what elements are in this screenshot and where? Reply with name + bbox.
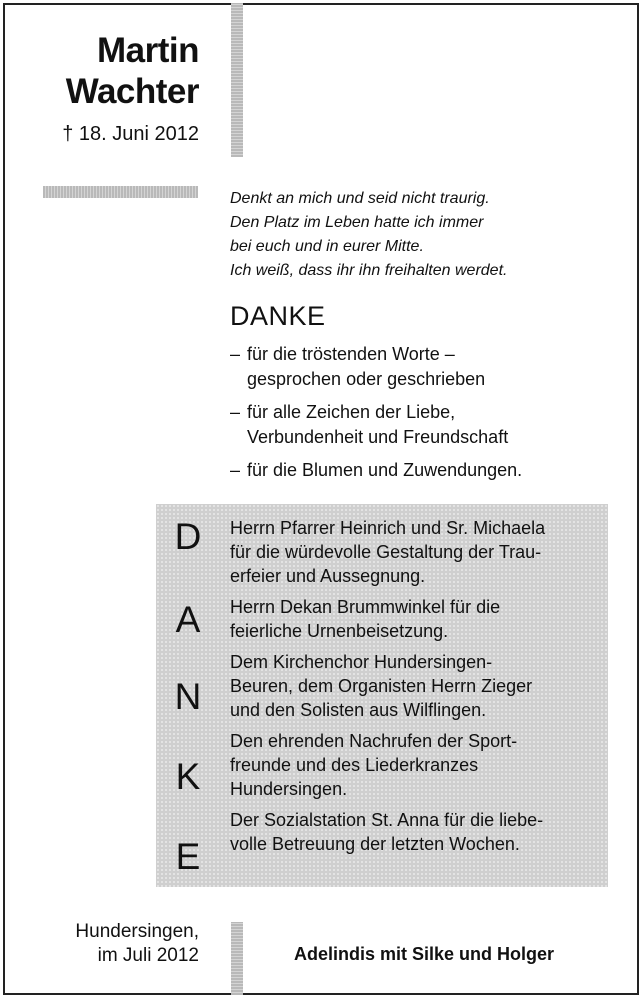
ack-line: und den Solisten aus Wilflingen. — [230, 700, 487, 720]
dash-marker: – — [230, 460, 241, 480]
ack-line: Beuren, dem Organisten Herrn Zieger — [230, 676, 533, 696]
ack-line: Herrn Dekan Brummwinkel für die — [230, 597, 501, 617]
ack-line: Hundersingen. — [230, 779, 348, 799]
acknowledgement-item — [230, 729, 545, 801]
acknowledgement-item — [230, 650, 545, 722]
acknowledgement-item — [230, 516, 545, 588]
dash-marker: – — [230, 344, 241, 364]
poem-line: Ich weiß, dass ihr ihn freihalten werdet. — [230, 262, 508, 279]
thanks-item-text — [247, 400, 508, 450]
poem-line: bei euch und in eurer Mitte. — [230, 238, 424, 255]
horizontal-divider — [43, 186, 198, 198]
thanks-item — [230, 458, 522, 483]
ack-line: Der Sozialstation St. Anna für die liebe- — [230, 810, 544, 830]
poem-line: Denkt an mich und seid nicht traurig. — [230, 190, 490, 207]
vertical-divider-top — [231, 3, 243, 157]
ack-line: für die würdevolle Gestaltung der Trau- — [230, 542, 542, 562]
thanks-line: Verbundenheit und Freundschaft — [247, 427, 509, 447]
deceased-last-name: Wachter — [65, 72, 199, 111]
thanks-list — [230, 342, 522, 491]
ack-line: freunde und des Liederkranzes — [230, 755, 479, 775]
big-letter-k: K — [175, 756, 201, 797]
deceased-first-name: Martin — [97, 31, 199, 70]
place-line: Hundersingen, — [75, 921, 199, 942]
deceased-name — [66, 30, 199, 112]
signature: Adelindis mit Silke und Holger — [294, 944, 555, 964]
acknowledgement-item — [230, 808, 545, 856]
thanks-line: für die Blumen und Zuwendungen. — [247, 460, 523, 480]
big-letter-e: E — [175, 836, 201, 877]
ack-line: Dem Kirchenchor Hundersingen- — [230, 652, 493, 672]
big-letter-a: A — [175, 599, 201, 640]
dash-marker: – — [230, 402, 241, 422]
acknowledgement-list — [230, 516, 545, 863]
place-and-date — [75, 920, 199, 968]
big-letter-d: D — [174, 516, 202, 557]
death-date: † 18. Juni 2012 — [62, 123, 199, 145]
thanks-heading: DANKE — [230, 301, 326, 331]
ack-line: Den ehrenden Nachrufen der Sport- — [230, 731, 518, 751]
ack-line: erfeier und Aussegnung. — [230, 566, 426, 586]
ack-line: Herrn Pfarrer Heinrich und Sr. Michaela — [230, 518, 546, 538]
thanks-item-text — [247, 458, 522, 483]
acknowledgement-item — [230, 595, 545, 643]
thanks-line: gesprochen oder geschrieben — [247, 369, 486, 389]
thanks-item — [230, 400, 522, 450]
ack-line: feierliche Urnenbeisetzung. — [230, 621, 449, 641]
ack-line: volle Betreuung der letzten Wochen. — [230, 834, 520, 854]
vertical-divider-bottom — [231, 922, 243, 995]
poem-line: Den Platz im Leben hatte ich immer — [230, 214, 484, 231]
thanks-item — [230, 342, 522, 392]
thanks-item-text — [247, 342, 485, 392]
big-letter-n: N — [174, 676, 202, 717]
poem — [230, 187, 507, 283]
thanks-line: für die tröstenden Worte – — [247, 344, 455, 364]
date-line: im Juli 2012 — [97, 945, 199, 966]
thanks-line: für alle Zeichen der Liebe, — [247, 402, 456, 422]
